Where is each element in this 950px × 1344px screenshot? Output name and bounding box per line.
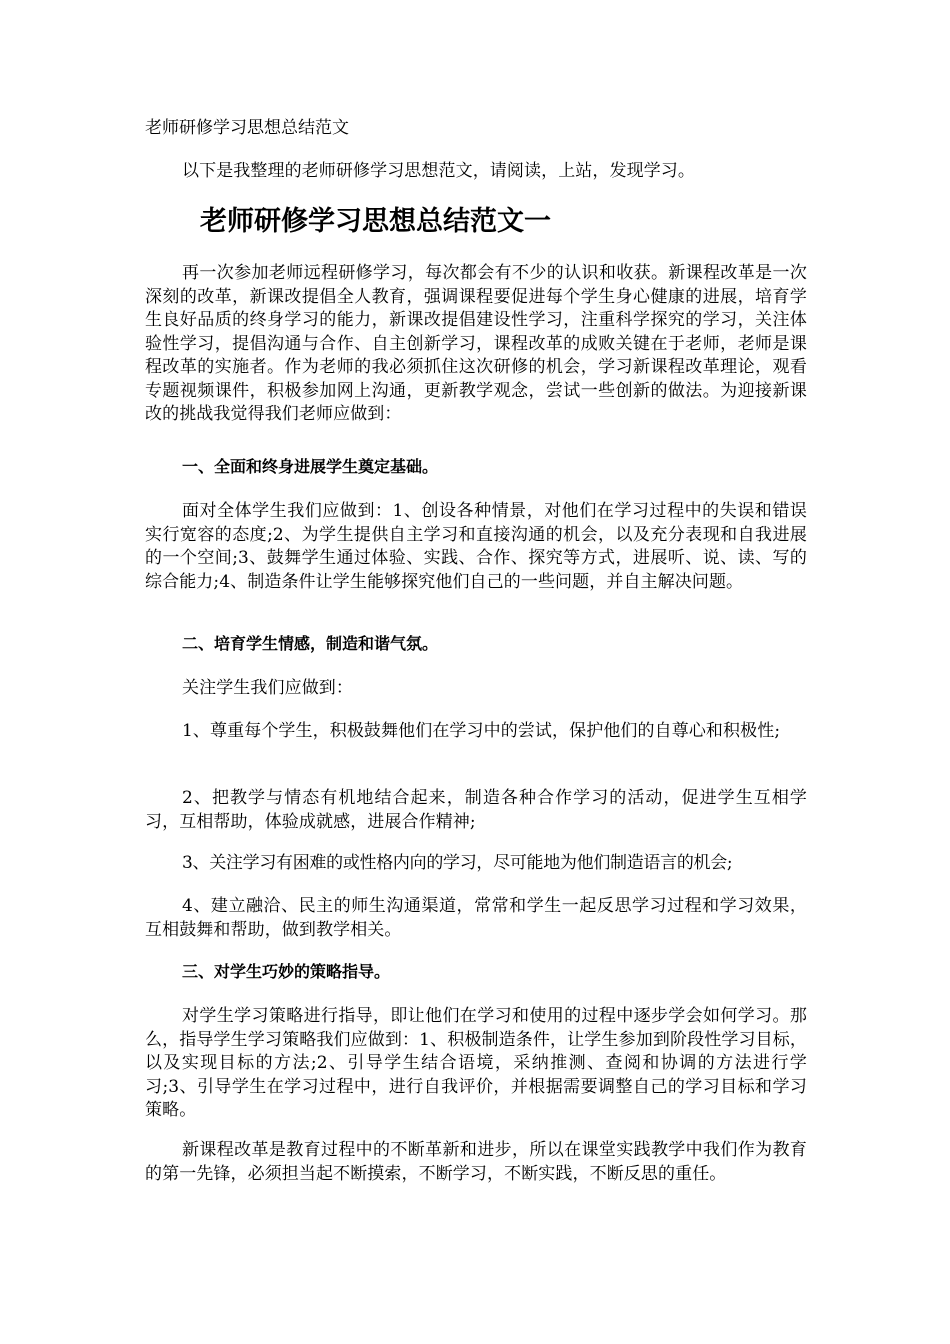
paragraph-item-2: 2、把教学与情态有机地结合起来，制造各种合作学习的活动，促进学生互相学习，互相帮助，体验成就感，进展合作精神; (145, 788, 807, 832)
subheading-two: 二、培育学生情感，制造和谐气氛。 (182, 634, 439, 653)
paragraph-focus: 关注学生我们应做到： (182, 678, 353, 698)
paragraph-item-4: 4、建立融洽、民主的师生沟通渠道，常常和学生一起反思学习过程和学习效果，互相鼓舞和帮助，做到教学相关。 (145, 896, 807, 940)
paragraph-conclusion: 新课程改革是教育过程中的不断革新和进步，所以在课堂实践教学中我们作为教育的第一先锋，必须担当起不断摸索，不断学习，不断实践，不断反思的重任。 (145, 1140, 807, 1184)
paragraph-strategy: 对学生学习策略进行指导，即让他们在学习和使用的过程中逐步学会如何学习。那么，指导学生学习策略我们应做到：1、积极制造条件，让学生参加到阶段性学习目标，以及实现目标的方法;2、引导学生结合语境，采纳推测、查阅和协调的方法进行学习;3、引导学生在学习过程中，进行自我评价，并根据需要调整自己的学习目标和学习策略。 (145, 1006, 807, 1120)
section-title: 老师研修学习思想总结范文一 (200, 206, 551, 237)
intro-paragraph: 以下是我整理的老师研修学习思想范文，请阅读，上站，发现学习。 (182, 161, 695, 181)
paragraph-opening: 再一次参加老师远程研修学习，每次都会有不少的认识和收获。新课程改革是一次深刻的改革，新课改提倡全人教育，强调课程要促进每个学生身心健康的进展，培育学生良好品质的终身学习的能力，新课改提倡建设性学习，注重科学探究的学习，关注体验性学习，提倡沟通与合作、自主创新学习，课程改革的成败关键在于老师，老师是课程改革的实施者。作为老师的我必须抓住这次研修的机会，学习新课程改革理论，观看专题视频课件，积极参加网上沟通，更新教学观念，尝试一些创新的做法。为迎接新课改的挑战我觉得我们老师应做到： (145, 263, 807, 424)
paragraph-item-1: 1、尊重每个学生，积极鼓舞他们在学习中的尝试，保护他们的自尊心和积极性; (182, 721, 781, 741)
subheading-one: 一、全面和终身进展学生奠定基础。 (182, 457, 439, 476)
paragraph-item-3: 3、关注学习有困难的或性格内向的学习，尽可能地为他们制造语言的机会; (182, 853, 733, 873)
subheading-three: 三、对学生巧妙的策略指导。 (182, 962, 391, 981)
document-title: 老师研修学习思想总结范文 (145, 118, 349, 138)
paragraph-students: 面对全体学生我们应做到：1、创设各种情景，对他们在学习过程中的失误和错误实行宽容的态度;2、为学生提供自主学习和直接沟通的机会，以及充分表现和自我进展的一个空间;3、鼓舞学生通过体验、实践、合作、探究等方式，进展听、说、读、写的综合能力;4、制造条件让学生能够探究他们自己的一些问题，并自主解决问题。 (145, 501, 807, 592)
